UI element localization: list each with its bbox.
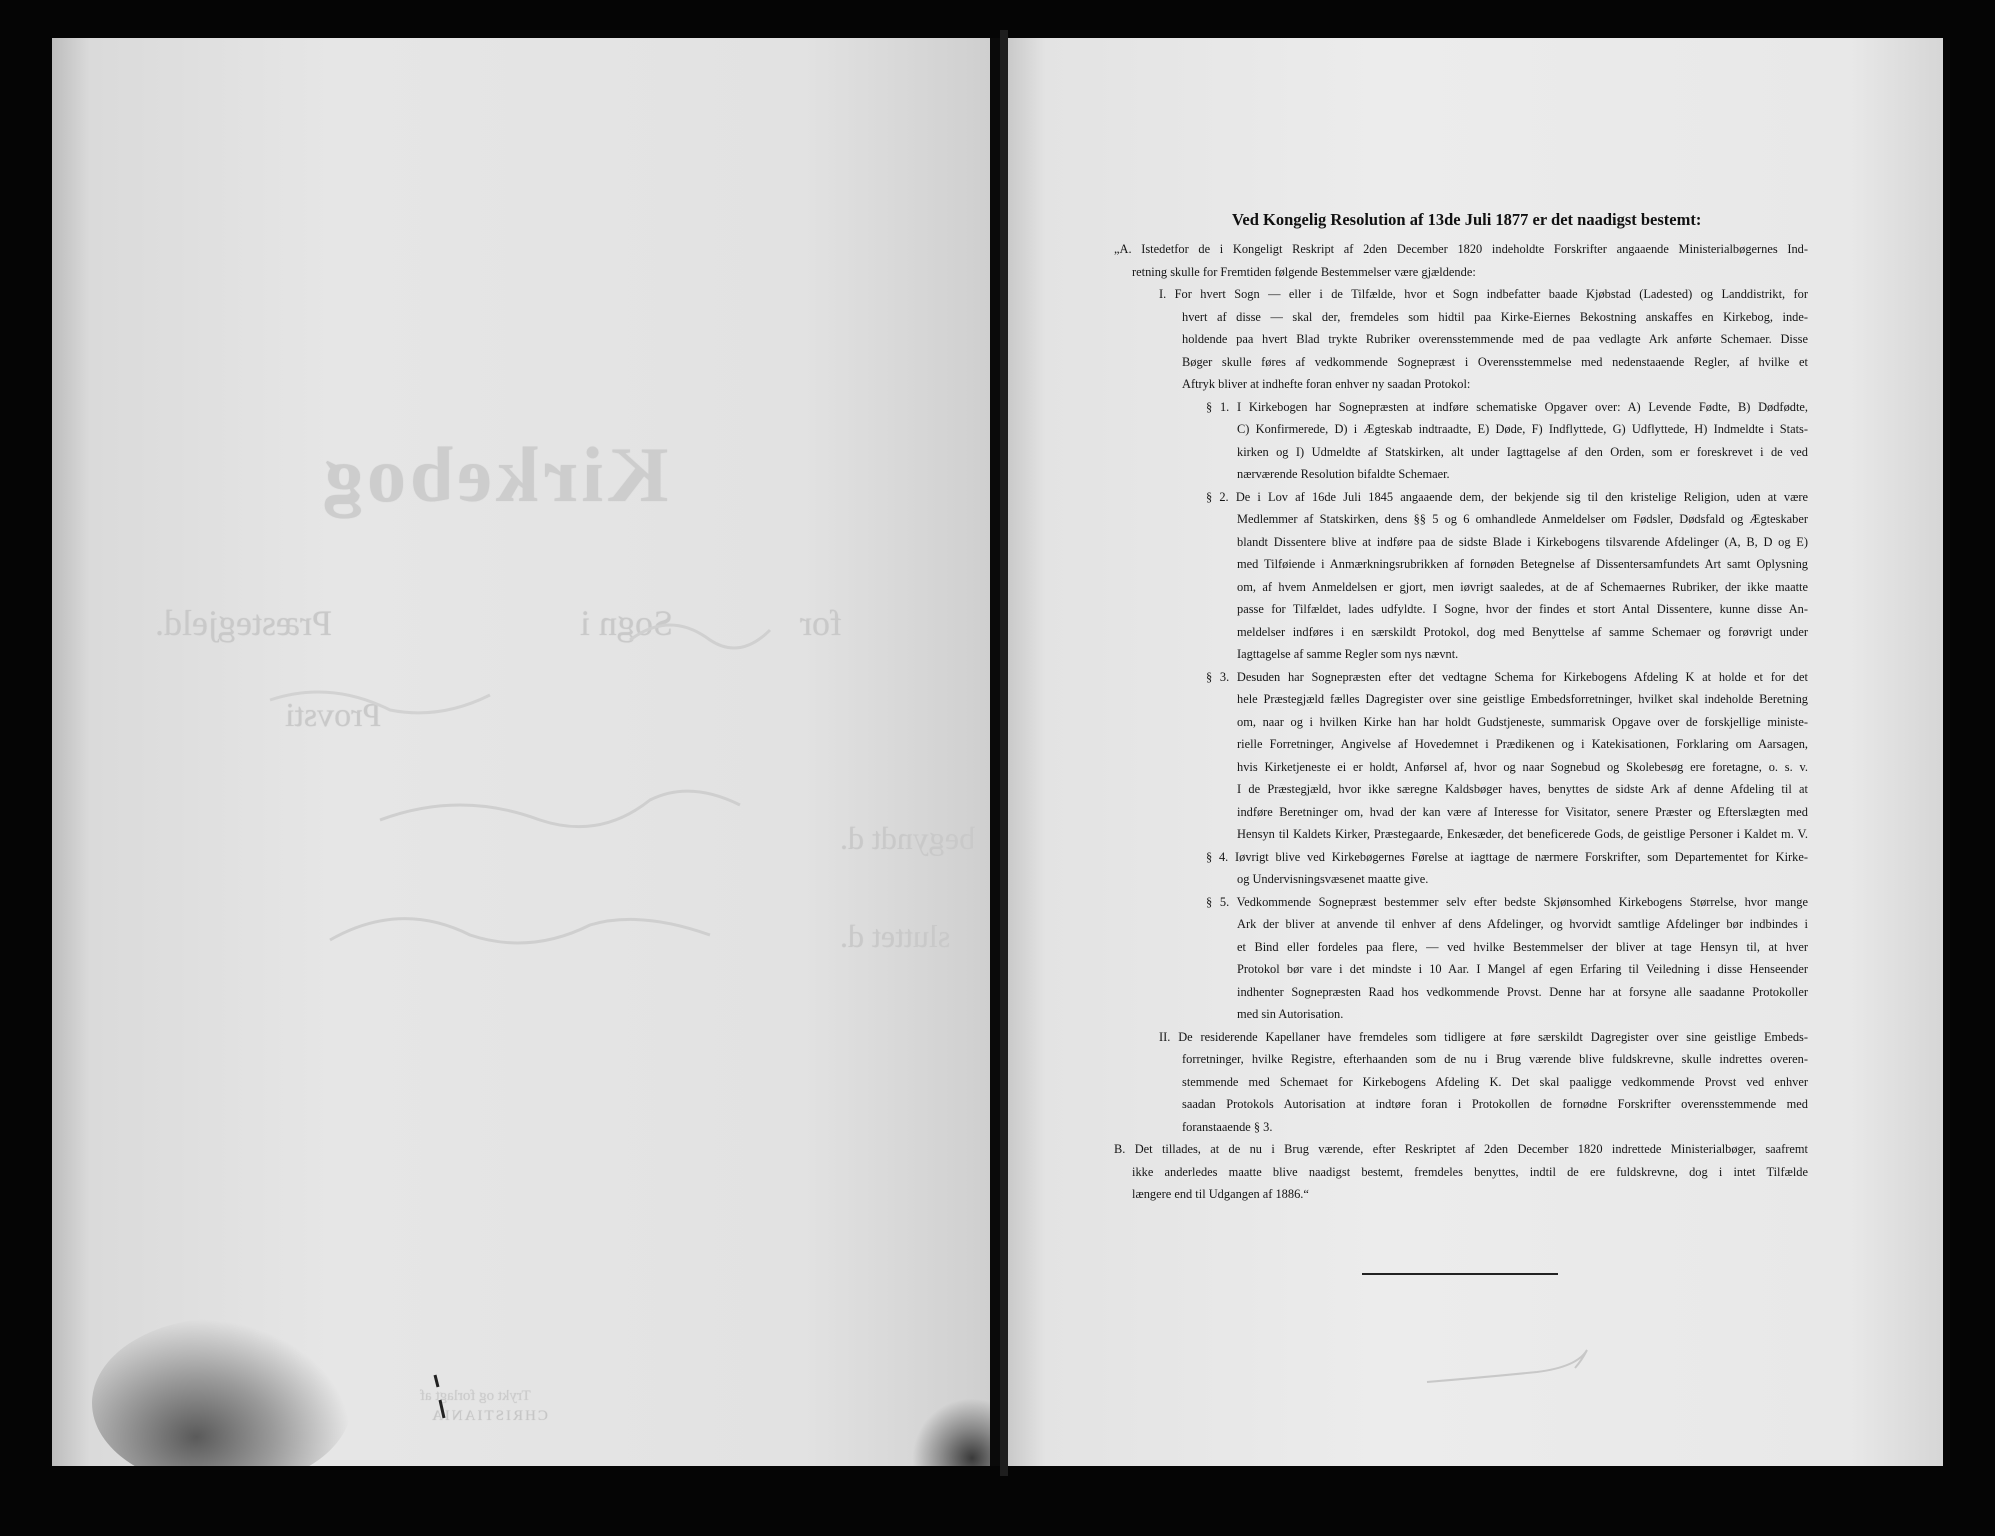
document-line: ikke anderledes maatte blive naadigst bestemt, fremdeles benyttes, indtil de ere fuldskrevne, dog i intet Tilfælde (1132, 1164, 1808, 1179)
end-rule (1362, 1273, 1558, 1275)
document-line: B. Det tillades, at de nu i Brug værende, efter Reskriptet af 2den December 1820 indrettede Ministerialbøger, saafremt (1114, 1142, 1808, 1156)
document-line: indføre Beretninger om, hvad der kan være af Interesse for Visitator, senere Præster og Efterslægten med (1237, 804, 1808, 819)
prestegjeld-label: Præstegjeld. (155, 603, 332, 643)
document-line: blandt Dissentere blive at indføre paa de sidste Blade i Kirkebogens tilsvarende Afdelinger (A, B, D og E) (1237, 534, 1808, 549)
document-line: nærværende Resolution bifaldte Schemaer. (1237, 467, 1450, 481)
document-line: „A. Istedetfor de i Kongeligt Reskript af 2den December 1820 indeholdte Forskrifter angaaende Ministerialbøgernes Ind- (1114, 242, 1808, 256)
handwriting-bleedthrough (150, 500, 910, 1020)
provsti-label: Provsti (285, 697, 382, 734)
document-line: § 3. Desuden har Sognepræsten efter det vedtagne Schema for Kirkebogens Afdeling K at holde et for det (1206, 669, 1808, 684)
book-spine-fold (1000, 30, 1008, 1476)
document-line: med Tilføiende i Anmærkningsrubrikken af fornøden Betegnelse af Dissentersamfundets Art samt Oplysning (1237, 557, 1808, 571)
document-line: et Bind eller fordeles paa flere, — ved hvilke Bestemmelser der bliver at tage Hensyn til, at hver (1237, 939, 1808, 954)
document-line: retning skulle for Fremtiden følgende Bestemmelser være gjældende: (1132, 264, 1476, 279)
resolution-heading: Ved Kongelig Resolution af 13de Juli 1877 er det naadigst bestemt: (1232, 210, 1702, 229)
document-line: længere end til Udgangen af 1886.“ (1132, 1187, 1309, 1201)
document-line: hvert af disse — skal der, fremdeles som hidtil paa Kirke-Eiernes Bekostning anskaffes en Kirkebog, inde- (1182, 309, 1808, 324)
document-line: hvis Kirketjeneste ei er holdt, Anførsel af, hvor og naar Sognebud og Skolebesøg ere foretagne, o. s. v. (1237, 759, 1808, 774)
document-line: rielle Forretninger, Angivelse af Hovedemnet i Prædikenen og i Katekisationen, Forklaring om Aarsagen, (1237, 737, 1808, 751)
book-title: Kirkebog (320, 431, 669, 518)
document-line: Bøger skulle føres af vedkommende Sognepræst i Overensstemmelse med nedenstaaende Regler, af hvilke et (1182, 354, 1808, 369)
document-line: Ark der bliver at anvende til enhver af dens Afdelinger, og hvorvidt samtlige Afdelinger bør indbindes i (1237, 917, 1808, 931)
document-line: hele Præstegjæld fælles Dagregister over sine geistlige Embedsforretninger, hvilket skal indeholde Beretning (1237, 692, 1808, 706)
document-line: foranstaaende § 3. (1182, 1119, 1273, 1134)
document-line: Aftryk bliver at indhefte foran enhver ny saadan Protokol: (1182, 377, 1471, 391)
page-stain (912, 1398, 990, 1466)
document-line: II. De residerende Kapellaner have fremdeles som tidligere at føre særskildt Dagregister over sine geistlige Embeds- (1159, 1029, 1808, 1044)
resolution-body (1114, 238, 1808, 1206)
document-line: meldelser indføres i en særskildt Protokol, dog med Benyttelse af samme Schemaer og forøvrigt under (1237, 624, 1808, 639)
document-line: § 4. Iøvrigt blive ved Kirkebøgernes Førelse at iagttage de nærmere Forskrifter, som Departementet for Kirke- (1206, 849, 1808, 864)
document-line: og Undervisningsvæsenet maatte give. (1237, 872, 1429, 886)
for-label: for (800, 603, 842, 643)
document-line: holdende paa hvert Blad trykte Rubriker overensstemmende med de paa vedlagte Ark anførte Schemaer. Disse (1182, 332, 1808, 346)
begyndt-label: begyndt d. (840, 820, 976, 856)
document-line: stemmende med Schemaet for Kirkebogens Afdeling K. Det skal paaligge vedkommende Provst ved enhver (1182, 1074, 1808, 1089)
document-line: I de Præstegjæld, hvor ikke særegne Kaldsbøger haves, benyttes de sidste Ark af denne Afdeling til at (1237, 782, 1808, 796)
document-line: Hensyn til Kaldets Kirker, Præstegaarde, Enkesæder, det beneficerede Gods, de geistlige Personer i Kaldet m. V. (1237, 827, 1808, 841)
printer-city: CHRISTIANIA (430, 1408, 548, 1424)
document-line: Medlemmer af Statskirken, dens §§ 5 og 6 omhandlede Anmeldelser om Fødsler, Dødsfald og Ægteskaber (1237, 512, 1808, 526)
ink-marks (425, 1370, 455, 1430)
sogn-label: Sogn i (580, 603, 674, 643)
document-line: § 5. Vedkommende Sognepræst bestemmer selv efter bedste Skjønsomhed Kirkebogens Størrelse, hvor mange (1206, 894, 1808, 909)
printer-line: Trykt og forlagt af (420, 1388, 531, 1404)
document-line: om, af hvem Anmeldelsen er gjort, men iøvrigt saaledes, at de af Schemaernes Rubriker, der ikke maatte (1237, 579, 1808, 594)
document-line: § 2. De i Lov af 16de Juli 1845 angaaende dem, der bekjende sig til den kristelige Religion, uden at være (1206, 489, 1808, 504)
document-line: C) Konfirmerede, D) i Ægteskab indtraadte, E) Døde, F) Indflyttede, G) Udflyttede, H) Indmeldte i Stats- (1237, 422, 1808, 436)
document-line: Iagttagelse af samme Regler som nys nævnt. (1237, 647, 1459, 661)
document-line: indhenter Sognepræsten Raad hos vedkommende Provst. Denne har at forsyne alle saadanne Protokoller (1237, 984, 1808, 999)
page-stain (92, 1318, 352, 1466)
document-line: saadan Protokols Autorisation at indtøre foran i Protokollen de fornødne Forskrifter overensstemmende med (1182, 1097, 1808, 1111)
document-line: Protokol bør vare i det mindste i 10 Aar. I Mangel af egen Erfaring til Veiledning i disse Henseender (1237, 962, 1808, 976)
document-line: § 1. I Kirkebogen har Sognepræsten at indføre schematiske Opgaver over: A) Levende Fødte, B) Dødfødte, (1206, 399, 1808, 414)
sluttet-label: sluttet d. (840, 918, 951, 954)
document-line: med sin Autorisation. (1237, 1007, 1344, 1021)
document-line: forretninger, hvilke Registre, efterhaanden som de nu i Brug værende blive fuldskrevne, skulle indrettes overen- (1182, 1052, 1808, 1066)
pencil-flourish (1422, 1342, 1602, 1392)
document-line: kirken og I) Udmeldte af Statskirken, alt under Iagttagelse af den Orden, som er foreskrevet i de ved (1237, 444, 1808, 459)
document-line: I. For hvert Sogn — eller i de Tilfælde, hvor et Sogn indbefatter baade Kjøbstad (Ladested) og Landdistrikt, for (1159, 287, 1808, 301)
document-line: om, naar og i hvilken Kirke han har holdt Gudstjeneste, summarisk Opgave over de forskjellige ministe- (1237, 714, 1808, 729)
document-line: passe for Tilfældet, lades udfyldte. I Sogne, hvor der findes et stort Antal Dissentere, kunne disse An- (1237, 602, 1808, 616)
